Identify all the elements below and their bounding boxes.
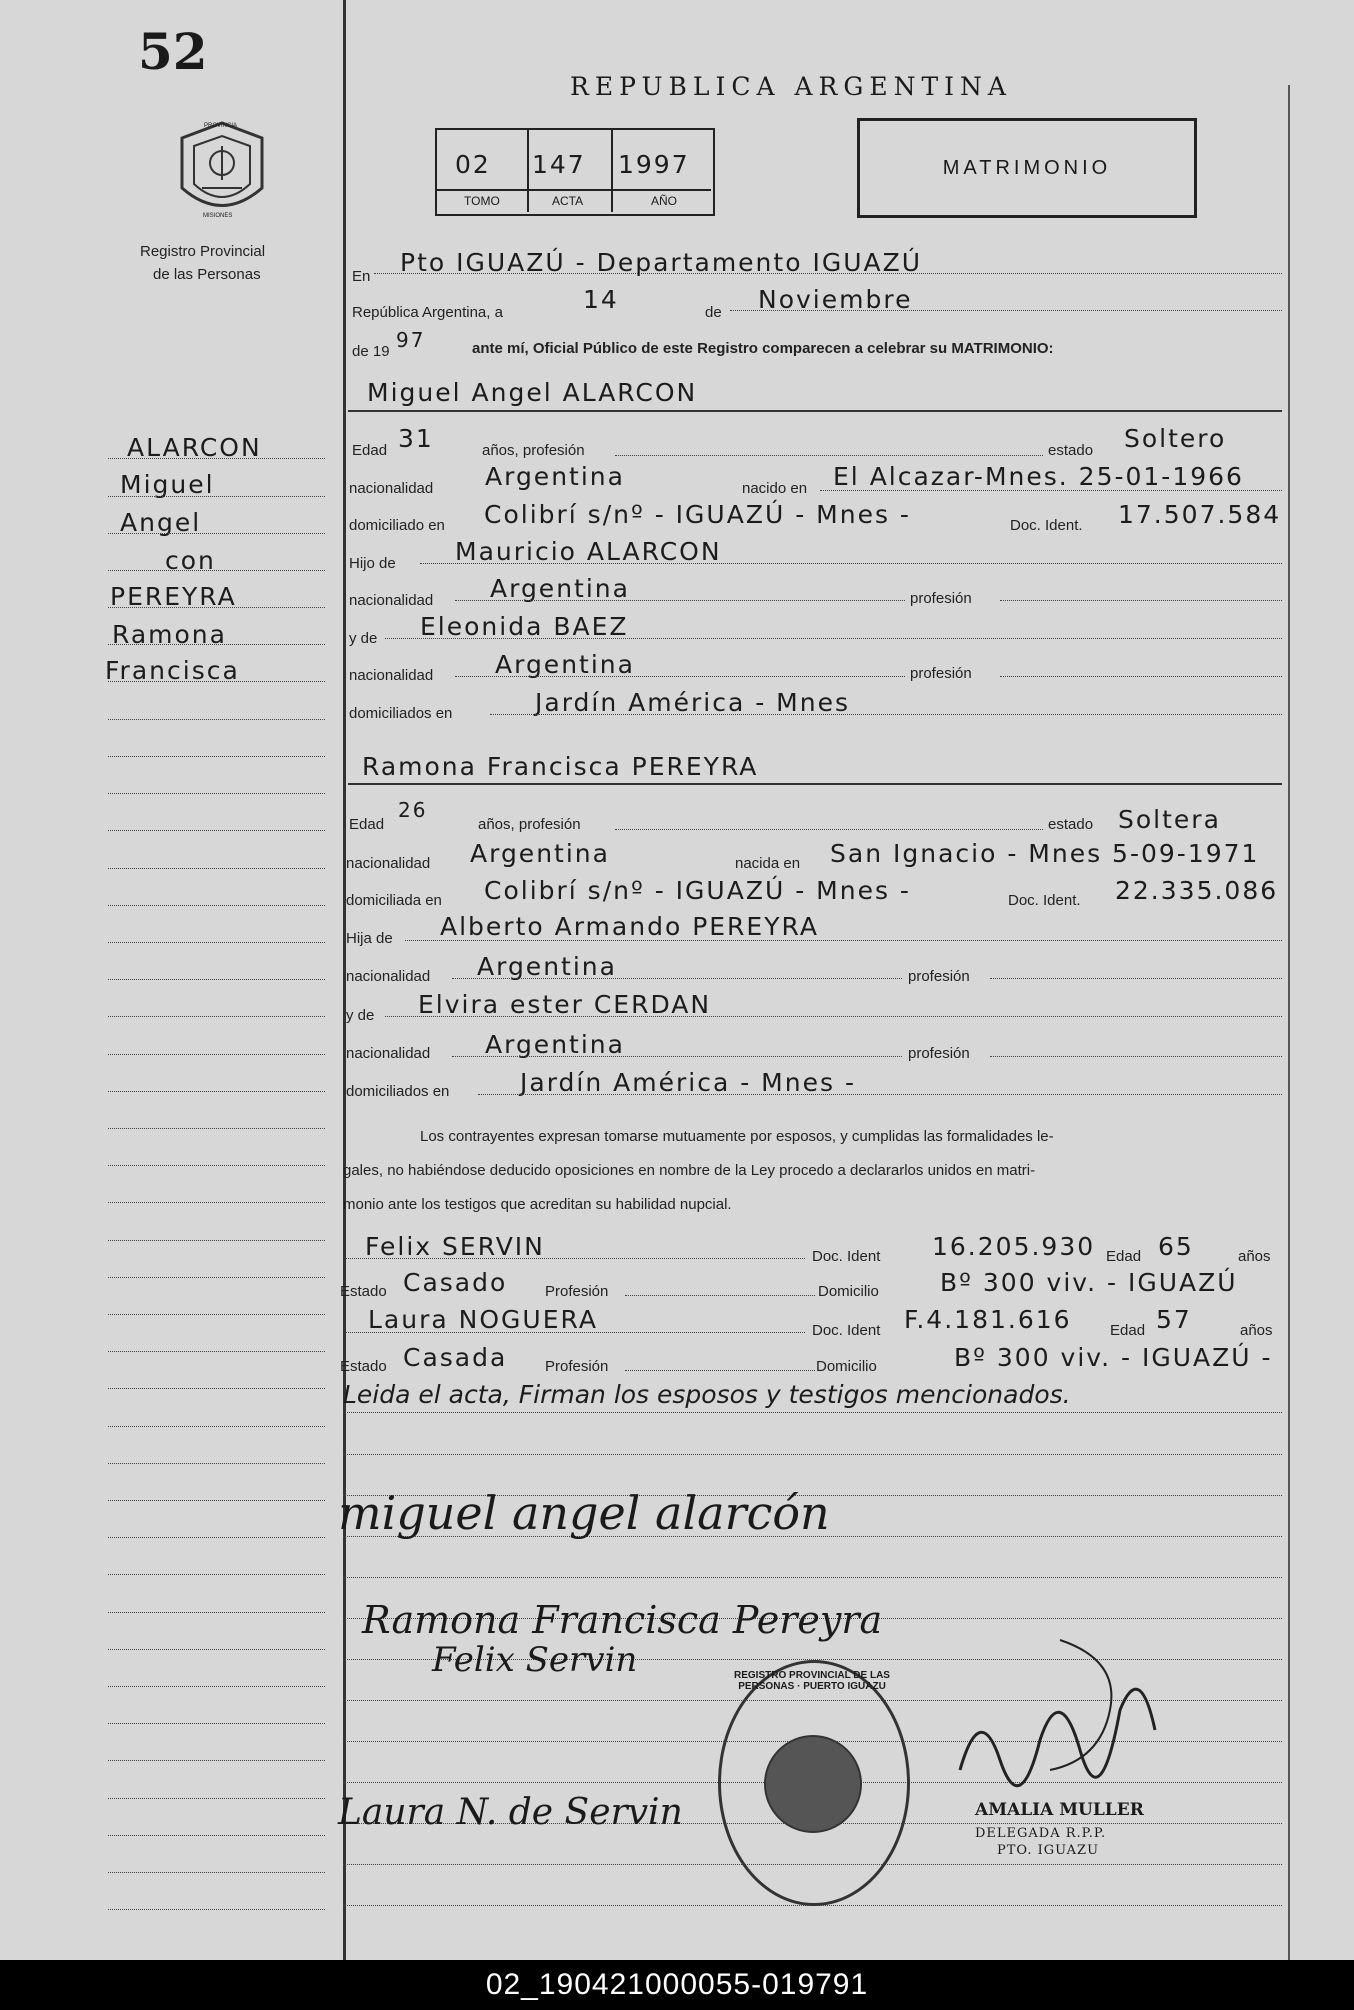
- witness1-dom-label: Domicilio: [818, 1283, 879, 1300]
- bride-father-prof-label: profesión: [908, 968, 970, 985]
- bride-doc-label: Doc. Ident.: [1008, 892, 1081, 909]
- witness1-edad-label: Edad: [1106, 1248, 1142, 1265]
- witness1-estado-label: Estado: [340, 1283, 387, 1300]
- groom-father-prof-label: profesión: [910, 590, 972, 607]
- witness2-dom: Bº 300 viv. - IGUAZÚ -: [954, 1343, 1273, 1372]
- groom-nac-label: nacionalidad: [349, 480, 434, 497]
- margin-name-7: Francisca: [105, 656, 240, 685]
- month-value: Noviembre: [758, 285, 913, 314]
- bride-mother-prof-label: profesión: [908, 1045, 970, 1062]
- margin-name-1: ALARCON: [127, 433, 262, 462]
- day-value: 14: [583, 285, 619, 314]
- groom-anos-label: años, profesión: [482, 442, 585, 459]
- witness2-dom-label: Domicilio: [816, 1358, 877, 1375]
- registry-line-1: Registro Provincial: [140, 243, 266, 260]
- margin-name-3: Angel: [120, 508, 202, 537]
- bride-anos-label: años, profesión: [478, 816, 581, 833]
- groom-estado: Soltero: [1124, 424, 1227, 453]
- file-id-footer: 02_190421000055-019791: [0, 1960, 1354, 2010]
- closing-text: Leida el acta, Firman los esposos y testigos mencionados.: [343, 1380, 1071, 1409]
- bride-estado: Soltera: [1118, 805, 1221, 834]
- witness1-estado: Casado: [403, 1268, 508, 1297]
- groom-mother-nac-label: nacionalidad: [349, 667, 434, 684]
- bride-parents-dom-label: domiciliados en: [346, 1083, 450, 1100]
- groom-name: Miguel Angel ALARCON: [367, 378, 698, 407]
- groom-mother-nac: Argentina: [495, 650, 635, 679]
- margin-name-4: con: [165, 546, 216, 575]
- document-type: MATRIMONIO: [857, 118, 1197, 218]
- groom-dom-label: domiciliado en: [349, 517, 445, 534]
- groom-father-nac-label: nacionalidad: [349, 592, 434, 609]
- acta-label: ACTA: [552, 194, 584, 208]
- country-title: REPUBLICA ARGENTINA: [570, 72, 1012, 101]
- bride-yde-label: y de: [346, 1007, 375, 1024]
- bride-mother: Elvira ester CERDAN: [418, 990, 712, 1019]
- witness2-signature: Laura N. de Servin: [338, 1792, 683, 1833]
- bride-father: Alberto Armando PEREYRA: [440, 912, 819, 941]
- seal-bottom-text: MISIONES: [203, 213, 233, 219]
- tomo-value: 02: [455, 150, 491, 179]
- witness1-prof-label: Profesión: [545, 1283, 609, 1300]
- groom-hijo-label: Hijo de: [349, 555, 396, 572]
- bride-name: Ramona Francisca PEREYRA: [362, 752, 759, 781]
- declaration-line-1: Los contrayentes expresan tomarse mutuamente por esposos, y cumplidas las formalidades le-: [420, 1128, 1054, 1145]
- year-prefix: de 19: [352, 343, 390, 360]
- bride-nac-label: nacionalidad: [346, 855, 431, 872]
- groom-signature: miguel angel alarcón: [338, 1486, 830, 1540]
- witness1-doc: 16.205.930: [932, 1232, 1096, 1261]
- bride-estado-label: estado: [1048, 816, 1094, 833]
- anio-label: AÑO: [651, 194, 678, 208]
- witness2-edad-label: Edad: [1110, 1322, 1146, 1339]
- republica-label: República Argentina, a: [352, 304, 503, 321]
- bride-dom-label: domiciliada en: [346, 892, 442, 909]
- bride-edad-label: Edad: [349, 816, 385, 833]
- page-number: 52: [138, 22, 208, 81]
- declaration-line-2: gales, no habiéndose deducido oposiciones en nombre de la Ley procedo a declararlos unidos en matri-: [343, 1162, 1036, 1179]
- official-place: PTO. IGUAZU: [997, 1843, 1100, 1858]
- year-suffix: 97: [396, 328, 426, 352]
- groom-dom: Colibrí s/nº - IGUAZÚ - Mnes -: [484, 500, 911, 529]
- witness1-edad: 65: [1158, 1232, 1194, 1261]
- seal-top-text: PROVINCIA: [204, 123, 238, 129]
- en-label: En: [352, 268, 371, 285]
- de-label: de: [705, 304, 722, 321]
- bride-signature: Ramona Francisca Pereyra: [362, 1598, 883, 1642]
- bride-mother-nac: Argentina: [485, 1030, 625, 1059]
- declaration-line-3: monio ante los testigos que acreditan su habilidad nupcial.: [343, 1196, 732, 1213]
- groom-edad-label: Edad: [352, 442, 388, 459]
- margin-name-6: Ramona: [112, 620, 227, 649]
- groom-parents-dom-label: domiciliados en: [349, 705, 453, 722]
- groom-parents-dom: Jardín América - Mnes: [535, 688, 850, 717]
- bride-mother-nac-label: nacionalidad: [346, 1045, 431, 1062]
- intro-statement: ante mí, Oficial Público de este Registro comparecen a celebrar su MATRIMONIO:: [472, 340, 1054, 357]
- bride-dom: Colibrí s/nº - IGUAZÚ - Mnes -: [484, 876, 911, 905]
- groom-yde-label: y de: [349, 630, 378, 647]
- bride-father-nac: Argentina: [477, 952, 617, 981]
- margin-name-5: PEREYRA: [110, 582, 237, 611]
- bride-parents-dom: Jardín América - Mnes -: [520, 1068, 856, 1097]
- seal-text: REGISTRO PROVINCIAL DE LAS PERSONAS · PUERTO IGUAZU: [734, 1670, 890, 1692]
- official-signature-icon: [940, 1620, 1180, 1820]
- witness2-name: Laura NOGUERA: [368, 1305, 598, 1334]
- witness1-doc-label: Doc. Ident: [812, 1248, 881, 1265]
- witness2-estado: Casada: [403, 1343, 508, 1372]
- groom-estado-label: estado: [1048, 442, 1094, 459]
- witness2-doc-label: Doc. Ident: [812, 1322, 881, 1339]
- registry-line-2: de las Personas: [153, 266, 261, 283]
- bride-hija-label: Hija de: [346, 930, 393, 947]
- provincial-seal-icon: [172, 118, 272, 228]
- witness2-prof-label: Profesión: [545, 1358, 609, 1375]
- groom-father-nac: Argentina: [490, 574, 630, 603]
- place-value: Pto IGUAZÚ - Departamento IGUAZÚ: [400, 248, 923, 277]
- bride-nac: Argentina: [470, 839, 610, 868]
- bride-nacida-label: nacida en: [735, 855, 801, 872]
- official-title: DELEGADA R.P.P.: [975, 1826, 1107, 1841]
- witness2-anos-label: años: [1240, 1322, 1273, 1339]
- official-name: AMALIA MULLER: [975, 1800, 1144, 1820]
- groom-doc-label: Doc. Ident.: [1010, 517, 1083, 534]
- anio-value: 1997: [618, 150, 690, 179]
- witness2-estado-label: Estado: [340, 1358, 387, 1375]
- witness1-name: Felix SERVIN: [365, 1232, 545, 1261]
- witness1-anos-label: años: [1238, 1248, 1271, 1265]
- bride-doc: 22.335.086: [1115, 876, 1279, 905]
- tomo-label: TOMO: [464, 194, 500, 208]
- acta-value: 147: [532, 150, 586, 179]
- groom-father: Mauricio ALARCON: [455, 537, 722, 566]
- groom-nacido: El Alcazar-Mnes. 25-01-1966: [833, 462, 1244, 491]
- groom-nac: Argentina: [485, 462, 625, 491]
- margin-name-2: Miguel: [120, 470, 215, 499]
- witness2-edad: 57: [1156, 1305, 1192, 1334]
- bride-edad: 26: [398, 798, 428, 822]
- witness2-doc: F.4.181.616: [904, 1305, 1072, 1334]
- groom-mother-prof-label: profesión: [910, 665, 972, 682]
- bride-nacida: San Ignacio - Mnes 5-09-1971: [830, 839, 1260, 868]
- witness1-dom: Bº 300 viv. - IGUAZÚ: [940, 1268, 1238, 1297]
- bride-father-nac-label: nacionalidad: [346, 968, 431, 985]
- groom-doc: 17.507.584: [1118, 500, 1282, 529]
- groom-nacido-label: nacido en: [742, 480, 808, 497]
- groom-edad: 31: [398, 424, 434, 453]
- witness1-signature: Felix Servin: [432, 1640, 638, 1680]
- right-border: [1288, 85, 1290, 1960]
- groom-mother: Eleonida BAEZ: [420, 612, 629, 641]
